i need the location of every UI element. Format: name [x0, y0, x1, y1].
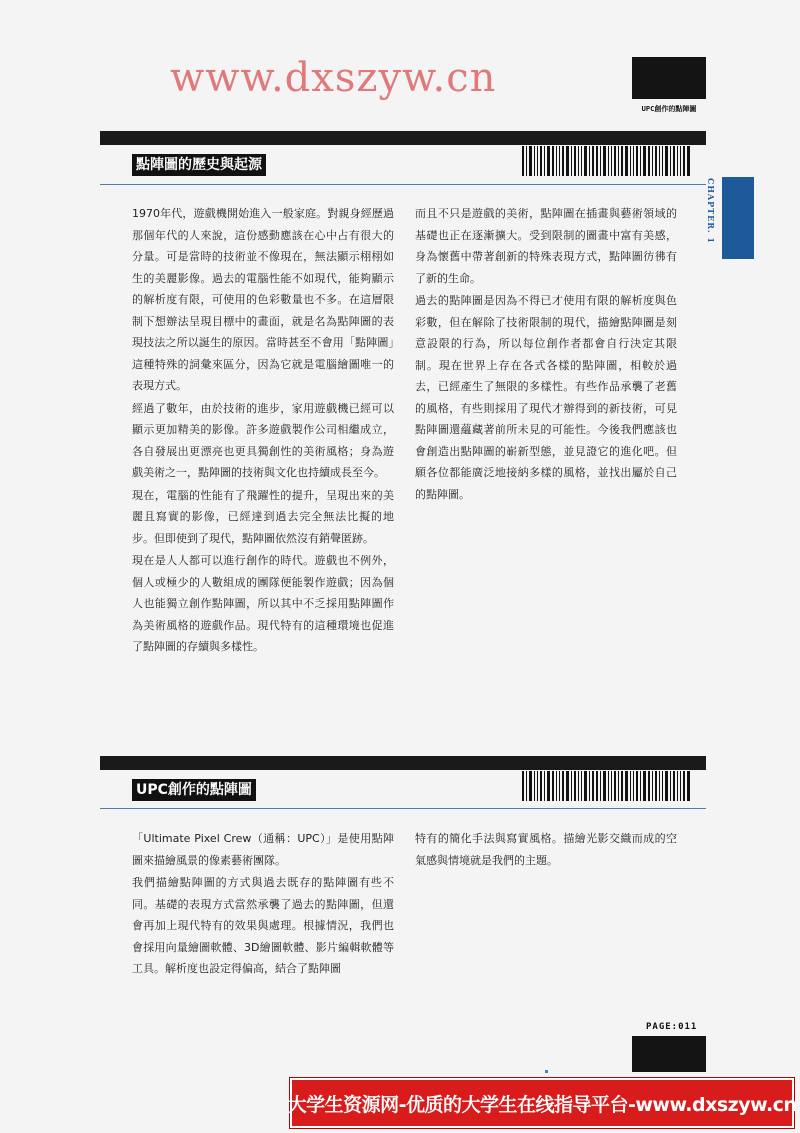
section1-rule — [100, 184, 706, 185]
section2-column-right — [415, 828, 677, 872]
section1-column-left — [132, 203, 394, 659]
paragraph: 特有的簡化手法與寫實風格。描繪光影交織而成的空氣感與情境就是我們的主題。 — [415, 832, 677, 867]
footer-block — [632, 1036, 706, 1072]
section2-rule — [100, 808, 706, 809]
site-banner[interactable] — [287, 1078, 797, 1128]
section2-barcode-icon — [522, 771, 704, 801]
paragraph: 而且不只是遊戲的美術，點陣圖在插畫與藝術領域的基礎也正在逐漸擴大。受到限制的圖畫中富有美感，身為懷舊中帶著創新的特殊表現方式，點陣圖彷彿有了新的生命。 — [415, 207, 677, 285]
section1-top-bar — [100, 131, 706, 145]
paragraph: 現在，電腦的性能有了飛躍性的提升，呈現出來的美麗且寫實的影像，已經達到過去完全無法比擬的地步。但即使到了現代，點陣圖依然沒有銷聲匿跡。 — [132, 488, 394, 545]
section2-column-left — [132, 828, 394, 981]
section1-barcode-icon — [522, 146, 704, 176]
decorative-dot — [545, 1070, 548, 1073]
section2-top-bar — [100, 756, 706, 770]
paragraph: 「Ultimate Pixel Crew（通稱：UPC）」是使用點陣圖來描繪風景的像素藝術團隊。 — [132, 832, 394, 867]
site-watermark: www.dxszyw.cn — [170, 55, 497, 101]
paragraph: 我們描繪點陣圖的方式與過去既存的點陣圖有些不同。基礎的表現方式當然承襲了過去的點陣圖，但還會再加上現代特有的效果與處理。根據情況，我們也會採用向量繪圖軟體、3D繪圖軟體、影片編輯軟體等工具。解析度也設定得偏高，結合了點陣圖 — [132, 876, 394, 975]
section1-title: 點陣圖的歷史與起源 — [132, 154, 266, 176]
paragraph: 1970年代，遊戲機開始進入一般家庭。對親身經歷過那個年代的人來說，這份感動應該在心中占有很大的分量。可是當時的技術並不像現在，無法顯示栩栩如生的美麗影像。過去的電腦性能不如現代，能夠顯示的解析度有限，可使用的色彩數量也不多。在這層限制下想辦法呈現目標中的畫面，就是名為點陣圖的表現技法之所以誕生的原因。當時甚至不會用「點陣圖」這種特殊的詞彙來區分，因為它就是電腦繪圖唯一的表現方式。 — [132, 207, 394, 392]
page-number: PAGE:011 — [646, 1022, 698, 1032]
section-header-label: UPC創作的點陣圖 — [641, 105, 697, 113]
section1-column-right — [415, 203, 677, 506]
paragraph: 經過了數年，由於技術的進步，家用遊戲機已經可以顯示更加精美的影像。許多遊戲製作公司相繼成立，各自發展出更漂亮也更具獨創性的美術風格；身為遊戲美術之一，點陣圖的技術與文化也持續成長至今。 — [132, 401, 394, 479]
chapter-tab — [722, 177, 754, 259]
corner-block — [632, 57, 706, 99]
paragraph: 現在是人人都可以進行創作的時代。遊戲也不例外，個人或極少的人數組成的團隊便能製作遊戲；因為個人也能獨立創作點陣圖，所以其中不乏採用點陣圖作為美術風格的遊戲作品。現代特有的這種環境也促進了點陣圖的存續與多樣性。 — [132, 554, 394, 653]
chapter-label: CHAPTER. 1 — [706, 178, 716, 244]
site-banner-text: 大学生资源网-优质的大学生在线指导平台-www.dxszyw.cn — [287, 1093, 797, 1116]
paragraph: 過去的點陣圖是因為不得已才使用有限的解析度與色彩數，但在解除了技術限制的現代，描繪點陣圖是刻意設限的行為，所以每位創作者都會自行決定其限制。現在世界上存在各式各樣的點陣圖，相較於過去，已經產生了無限的多樣性。有些作品承襲了老舊的風格，有些則採用了現代才辦得到的新技術，可見點陣圖還蘊藏著前所未見的可能性。今後我們應該也會創造出點陣圖的嶄新型態，並見證它的進化吧。但願各位都能廣泛地接納多樣的風格，並找出屬於自己的點陣圖。 — [415, 294, 677, 501]
section2-title: UPC創作的點陣圖 — [132, 779, 256, 801]
